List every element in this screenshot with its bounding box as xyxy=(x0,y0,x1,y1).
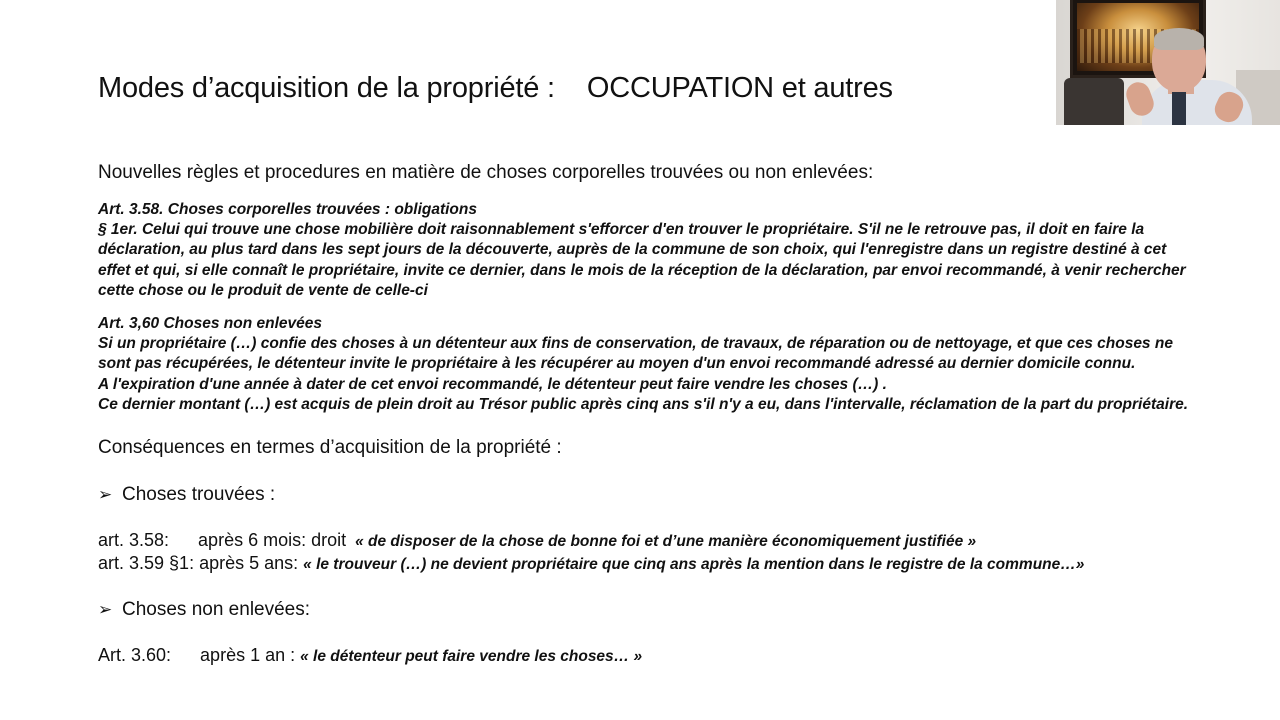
article-3-60 xyxy=(98,314,1208,415)
bullet-choses-non-enlevees xyxy=(98,599,310,621)
row-delay: après 5 ans: xyxy=(199,553,299,573)
row-delay: après 6 mois: droit xyxy=(198,530,347,550)
article-3-58-heading: Art. 3.58. Choses corporelles trouvées : obligations xyxy=(98,201,477,218)
row-art-3-60 xyxy=(98,645,642,666)
bullet-label: Choses trouvées : xyxy=(122,484,276,505)
article-3-58-line: § 1er. Celui qui trouve une chose mobilière doit raisonnablement s'efforcer d'en trouver le propriétaire. S'il ne le retrouve pas, il doit en faire la xyxy=(98,221,1145,239)
arrow-bullet-icon: ➢ xyxy=(98,485,113,504)
article-3-60-line: Si un propriétaire (…) confie des choses à un détenteur aux fins de conservation, de travaux, de réparation ou de nettoyage, et que ces choses ne xyxy=(98,335,1173,353)
presenter-webcam xyxy=(1056,0,1280,125)
article-3-60-heading: Art. 3,60 Choses non enlevées xyxy=(98,315,322,332)
row-quote: « le trouveur (…) ne devient propriétaire que cinq ans après la mention dans le registre de la commune…» xyxy=(303,556,1085,573)
row-delay: après 1 an : xyxy=(200,645,296,665)
intro-text: Nouvelles règles et procedures en matière de choses corporelles trouvées ou non enlevées: xyxy=(98,162,874,183)
row-art-3-59 xyxy=(98,553,1084,574)
article-3-60-line: Ce dernier montant (…) est acquis de plein droit au Trésor public après cinq ans s'il n'y a eu, dans l'intervalle, réclamation de la part du propriétaire. xyxy=(98,395,1189,413)
slide-title-main: Modes d’acquisition de la propriété : xyxy=(98,72,555,104)
article-3-60-line: sont pas récupérées, le détenteur invite le propriétaire à les récupérer au moyen d'un envoi recommandé adressé au dernier domicile connu. xyxy=(98,355,1136,373)
row-ref: art. 3.58: xyxy=(98,530,170,550)
bullet-label: Choses non enlevées: xyxy=(122,599,311,620)
row-ref: Art. 3.60: xyxy=(98,645,172,665)
arrow-bullet-icon: ➢ xyxy=(98,600,113,619)
slide-title xyxy=(98,72,893,105)
row-quote: « le détenteur peut faire vendre les choses… » xyxy=(300,648,643,665)
article-3-58 xyxy=(98,200,1208,301)
row-quote: « de disposer de la chose de bonne foi et d’une manière économiquement justifiée » xyxy=(355,533,977,550)
consequences-heading: Conséquences en termes d’acquisition de la propriété : xyxy=(98,437,562,458)
row-ref: art. 3.59 §1: xyxy=(98,553,195,573)
article-3-58-line: déclaration, au plus tard dans les sept jours de la découverte, auprès de la commune de son choix, qui l'enregistre dans un registre destiné à cet xyxy=(98,241,1167,259)
article-3-60-line: A l'expiration d'une année à dater de cet envoi recommandé, le détenteur peut faire vendre les choses (…) . xyxy=(98,375,887,393)
row-art-3-58 xyxy=(98,530,976,551)
slide-title-sub: OCCUPATION et autres xyxy=(586,72,893,104)
article-3-58-line: cette chose ou le produit de vente de celle-ci xyxy=(98,281,428,299)
bullet-choses-trouvees xyxy=(98,484,275,506)
article-3-58-line: effet et qui, si elle connaît le propriétaire, invite ce dernier, dans le mois de la réception de la déclaration, par envoi recommandé, à venir rechercher xyxy=(98,261,1186,279)
